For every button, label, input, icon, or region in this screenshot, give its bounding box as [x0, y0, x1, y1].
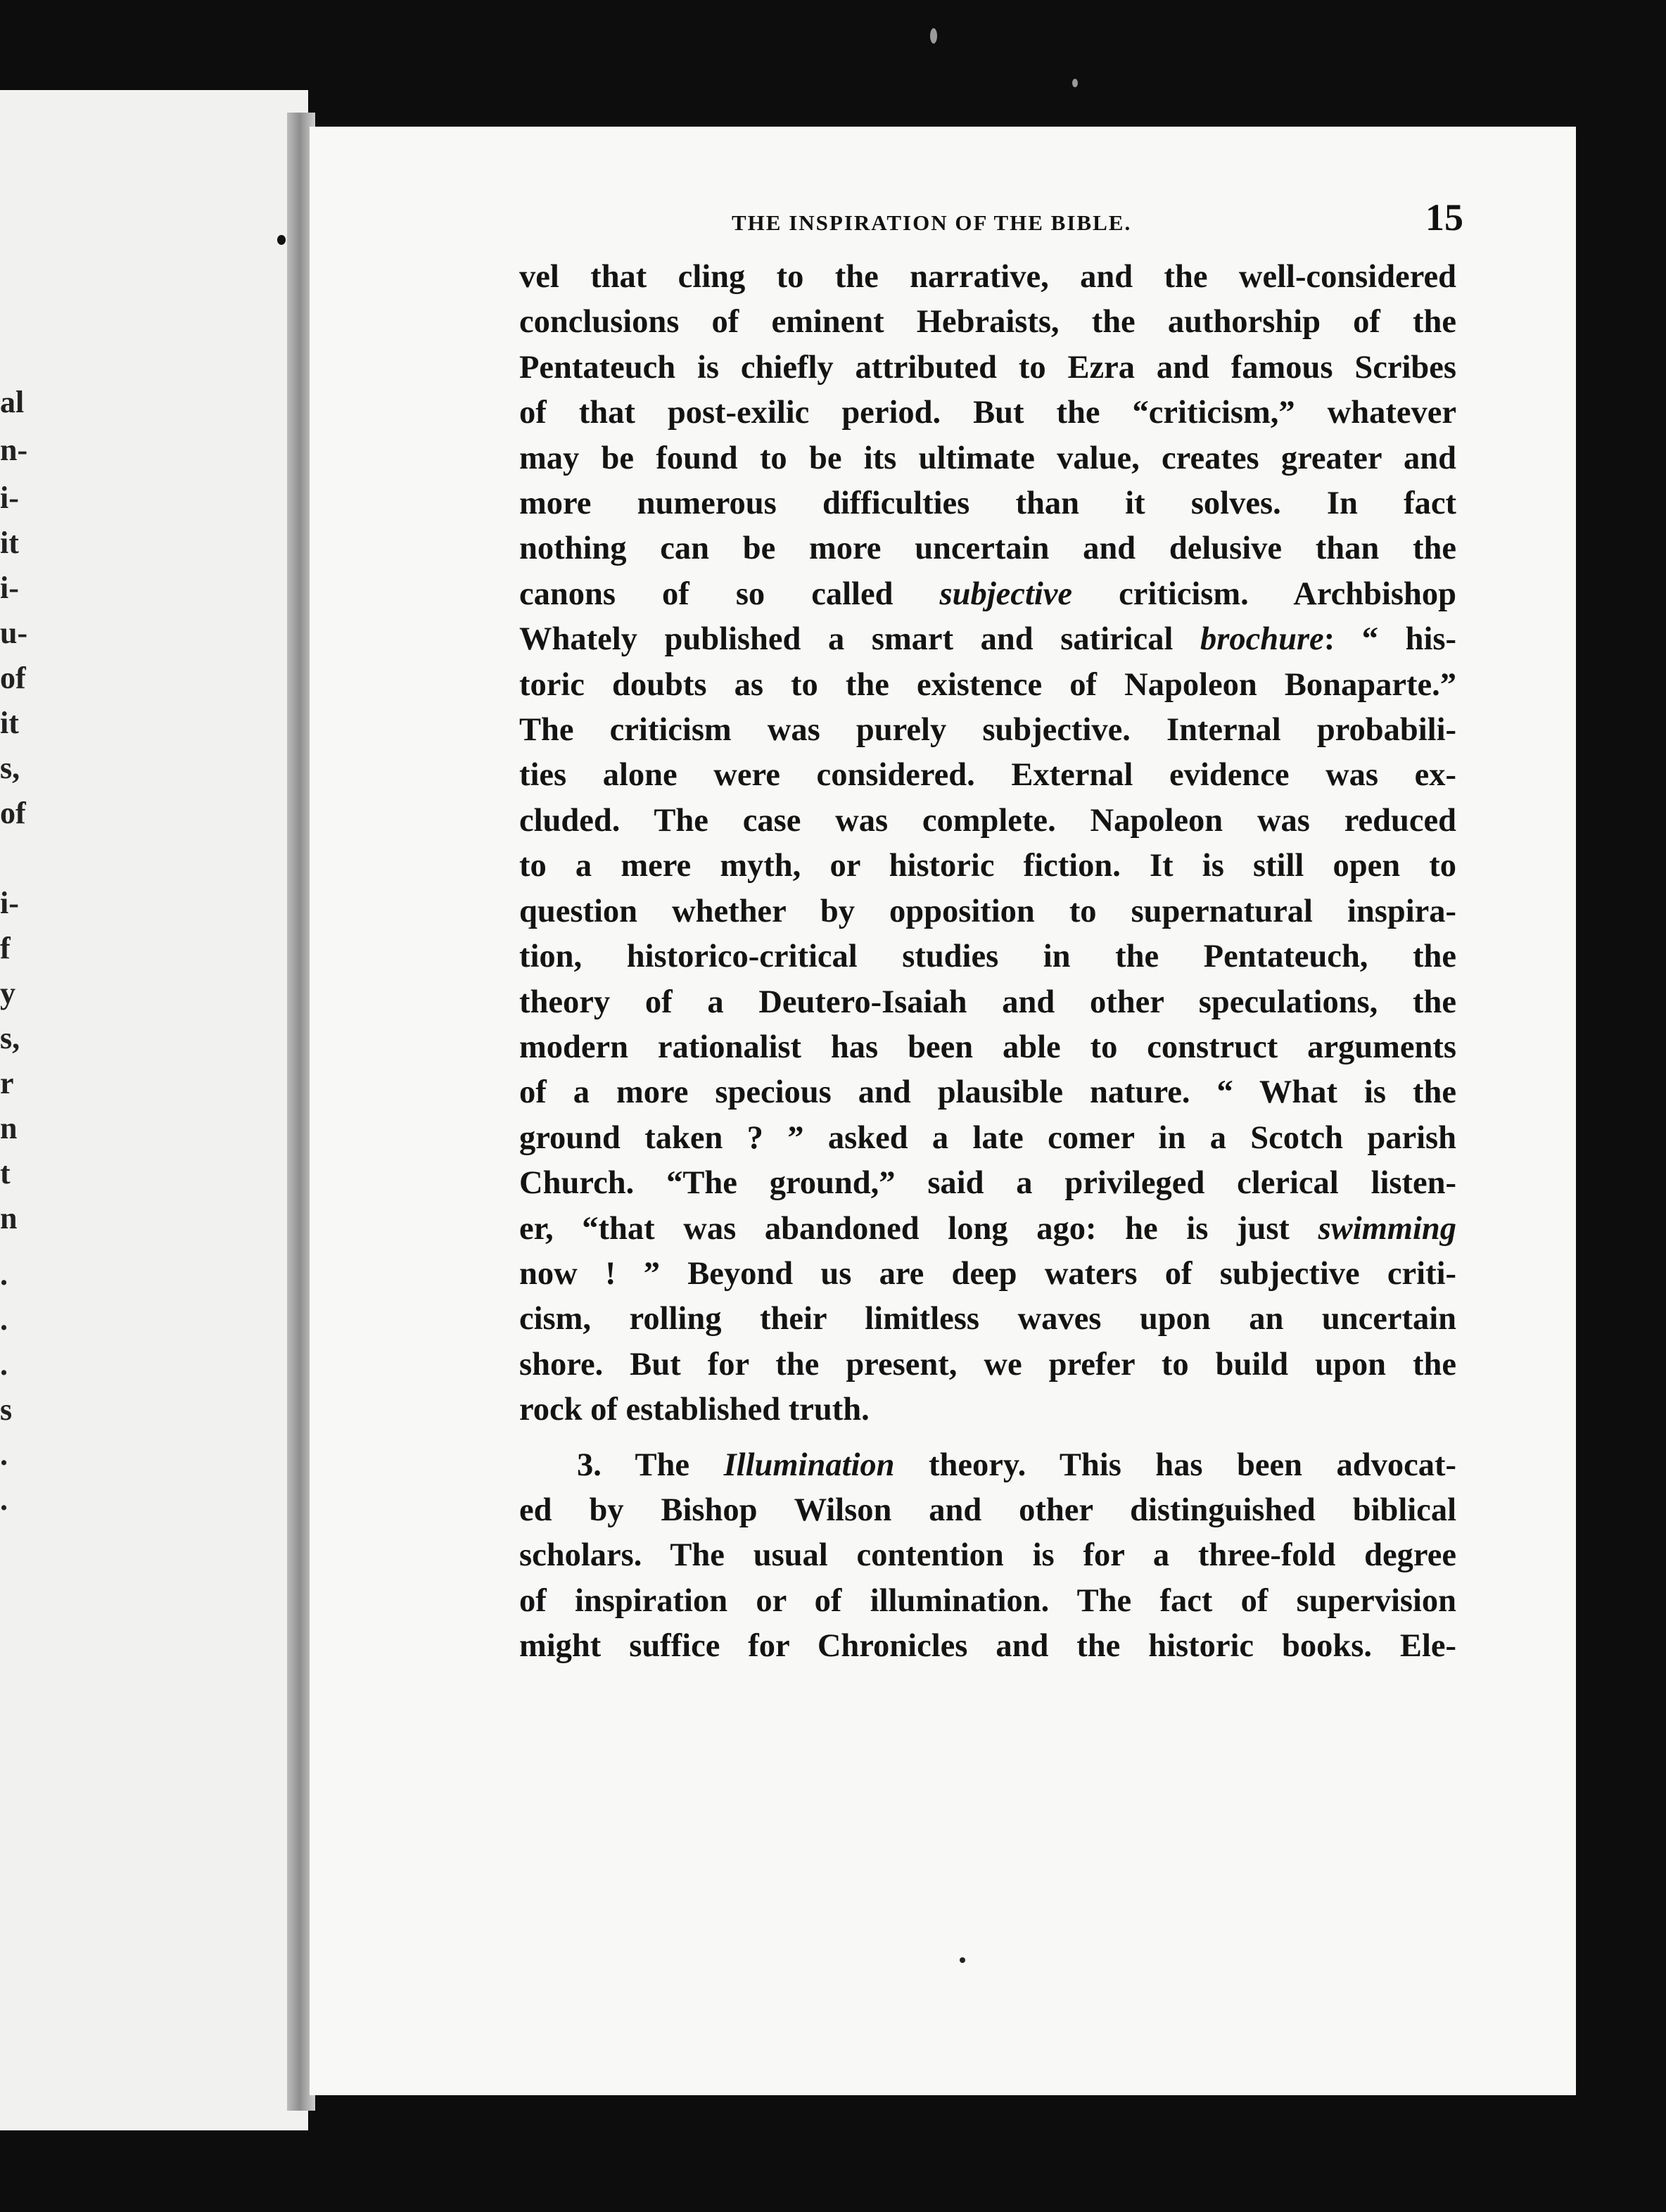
facing-page-fragment: t — [0, 1156, 11, 1190]
facing-page-fragment: . — [0, 1302, 8, 1337]
facing-page-fragment: i- — [0, 886, 19, 920]
facing-page-left — [0, 90, 308, 2130]
facing-page-fragment: . — [0, 1347, 8, 1382]
text-line: conclusions of eminent Hebraists, the authorship of the — [519, 304, 1456, 341]
text-line: theory of a Deutero-Isaiah and other speculations, the — [519, 984, 1456, 1020]
text-line: cism, rolling their limitless waves upon an uncertain — [519, 1301, 1456, 1337]
facing-page-fragment: s, — [0, 751, 20, 785]
text-line: to a mere myth, or historic fiction. It is still open to — [519, 848, 1456, 884]
text-line: cluded. The case was complete. Napoleon was reduced — [519, 802, 1456, 839]
text-line: of inspiration or of illumination. The fact of supervision — [519, 1582, 1456, 1619]
text-line: ground taken ? ” asked a late comer in a Scotch parish — [519, 1119, 1456, 1156]
text-line: toric doubts as to the existence of Napoleon Bonaparte.” — [519, 666, 1456, 703]
facing-page-fragment: . — [0, 1257, 8, 1292]
running-title: THE INSPIRATION OF THE BIBLE. — [732, 210, 1132, 235]
text-line: canons of so called subjective criticism. Archbishop — [519, 576, 1456, 612]
text-line: Whately published a smart and satirical brochure: “ his- — [519, 621, 1456, 658]
paragraph-2 — [519, 1443, 1456, 1670]
facing-page-fragment: s, — [0, 1021, 20, 1055]
text-line: ties alone were considered. External evidence was ex- — [519, 757, 1456, 794]
facing-page-fragment: it — [0, 526, 19, 560]
text-line: scholars. The usual contention is for a three-fold degree — [519, 1537, 1456, 1574]
facing-page-fragment: al — [0, 385, 25, 419]
scan-speck — [930, 28, 937, 44]
page-number: 15 — [1425, 196, 1463, 239]
text-line: er, “that was abandoned long ago: he is just swimming — [519, 1210, 1456, 1247]
paragraph-1 — [519, 255, 1456, 1433]
text-line: The criticism was purely subjective. Internal probabili- — [519, 712, 1456, 749]
facing-page-fragment: i- — [0, 571, 19, 605]
facing-page-fragment: y — [0, 976, 15, 1010]
text-line: tion, historico-critical studies in the Pentateuch, the — [519, 939, 1456, 975]
facing-page-fragment: n — [0, 1201, 18, 1235]
text-line: more numerous difficulties than it solves. In fact — [519, 485, 1456, 522]
facing-page-fragment: n — [0, 1111, 18, 1145]
text-line: rock of established truth. — [519, 1392, 870, 1428]
text-line: nothing can be more uncertain and delusive than the — [519, 530, 1456, 567]
text-line: shore. But for the present, we prefer to build upon the — [519, 1346, 1456, 1382]
facing-page-fragment: it — [0, 706, 19, 740]
text-line: question whether by opposition to supernatural inspira- — [519, 893, 1456, 929]
scan-speck — [960, 1957, 965, 1963]
text-line: Church. “The ground,” said a privileged clerical listen- — [519, 1165, 1456, 1202]
facing-page-fragment: f — [0, 931, 11, 965]
facing-page-fragment: s — [0, 1392, 13, 1427]
scan-speck — [277, 235, 286, 245]
facing-page-fragment: i- — [0, 481, 19, 515]
page-body — [519, 255, 1456, 1670]
text-line: modern rationalist has been able to construct arguments — [519, 1029, 1456, 1065]
facing-page-fragment: n- — [0, 433, 28, 467]
facing-page-fragment: . — [0, 1482, 8, 1517]
text-line: of that post-exilic period. But the “criticism,” whatever — [519, 395, 1456, 431]
text-line: of a more specious and plausible nature. “ What is the — [519, 1074, 1456, 1111]
facing-page-fragment: r — [0, 1066, 14, 1100]
running-head — [422, 196, 1463, 239]
facing-page-fragment: u- — [0, 616, 28, 650]
text-line: now ! ” Beyond us are deep waters of subjective criti- — [519, 1255, 1456, 1292]
text-line: 3. The Illumination theory. This has been advocat- — [577, 1447, 1456, 1483]
text-line: ed by Bishop Wilson and other distinguished biblical — [519, 1492, 1456, 1528]
text-line: vel that cling to the narrative, and the well-considered — [519, 259, 1456, 295]
text-line: may be found to be its ultimate value, creates greater and — [519, 440, 1456, 476]
facing-page-fragment: . — [0, 1437, 8, 1472]
facing-page-fragment: of — [0, 796, 26, 830]
facing-page-fragment: of — [0, 661, 26, 695]
text-line: Pentateuch is chiefly attributed to Ezra and famous Scribes — [519, 349, 1456, 386]
scan-speck — [1072, 79, 1078, 87]
text-line: might suffice for Chronicles and the historic books. Ele- — [519, 1628, 1456, 1665]
